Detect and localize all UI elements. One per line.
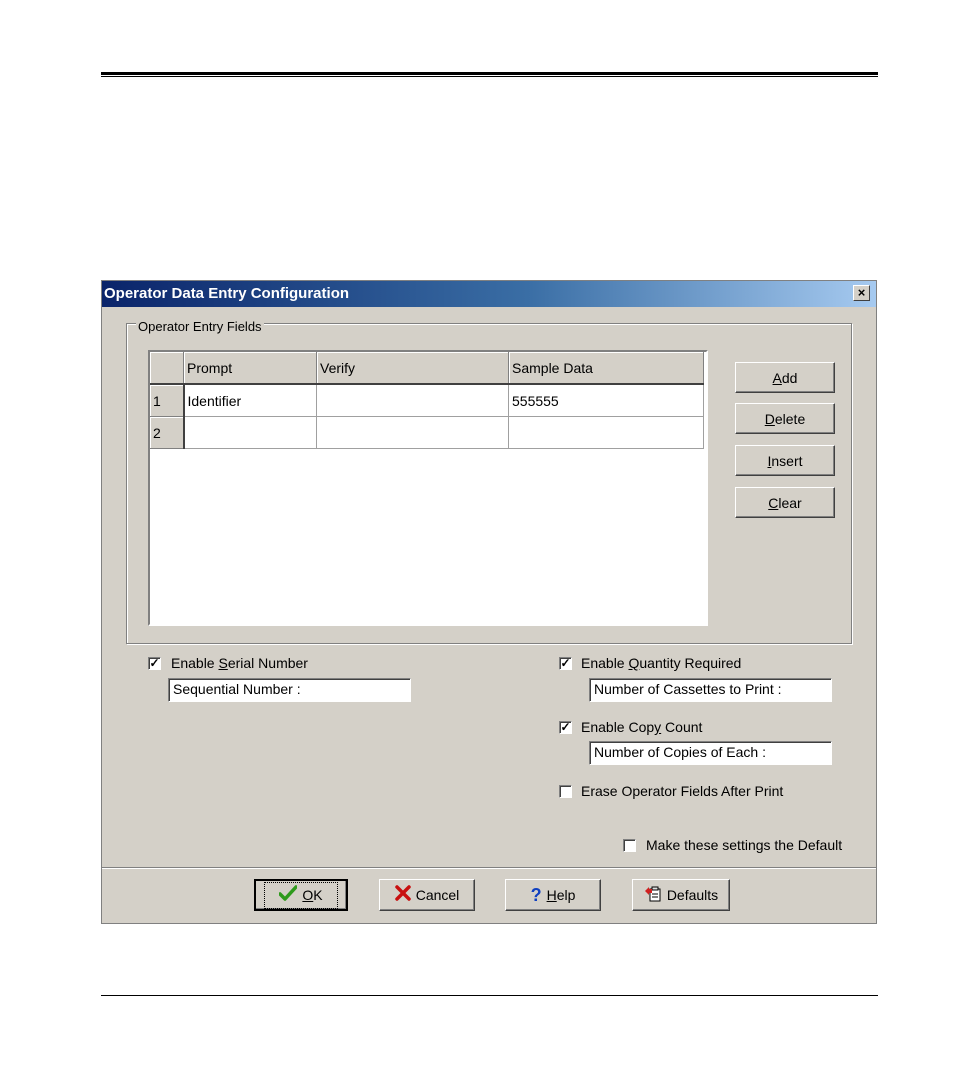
- dialog-title: Operator Data Entry Configuration: [104, 285, 350, 302]
- row-number[interactable]: 2: [150, 417, 184, 449]
- operator-data-entry-dialog: [101, 280, 877, 924]
- cancel-button[interactable]: Cancel: [379, 879, 475, 911]
- x-icon: [395, 885, 411, 906]
- enable-quantity-required-checkbox[interactable]: [559, 657, 572, 670]
- close-button[interactable]: [853, 285, 870, 301]
- column-header-prompt[interactable]: Prompt: [184, 352, 317, 384]
- erase-operator-fields-label[interactable]: Erase Operator Fields After Print: [581, 783, 784, 799]
- sequential-number-field[interactable]: Sequential Number :: [168, 678, 411, 702]
- checkmark-icon: ✓: [560, 720, 571, 734]
- cell-verify[interactable]: [317, 384, 509, 417]
- enable-copy-count-label[interactable]: Enable Copy Count: [581, 719, 703, 735]
- top-rule: [101, 72, 878, 77]
- cell-sample-data[interactable]: [509, 417, 704, 449]
- defaults-icon: [644, 884, 662, 907]
- cell-prompt[interactable]: Identifier: [184, 384, 317, 417]
- cell-verify[interactable]: [317, 417, 509, 449]
- entry-fields-grid[interactable]: [148, 350, 708, 626]
- row-number[interactable]: 1: [150, 384, 184, 417]
- checkmark-icon: ✓: [149, 656, 160, 670]
- table-row[interactable]: [150, 417, 704, 449]
- enable-quantity-required-label[interactable]: Enable Quantity Required: [581, 655, 742, 671]
- copies-of-each-field[interactable]: Number of Copies of Each :: [589, 741, 832, 765]
- close-icon: ×: [857, 285, 866, 300]
- checkmark-icon: ✓: [560, 656, 571, 670]
- column-header-verify[interactable]: Verify: [317, 352, 509, 384]
- grid-header-row: [150, 352, 704, 384]
- make-default-checkbox[interactable]: [623, 839, 636, 852]
- table-row[interactable]: [150, 384, 704, 417]
- defaults-button[interactable]: Defaults: [632, 879, 730, 911]
- cell-sample-data[interactable]: 555555: [509, 384, 704, 417]
- enable-serial-number-checkbox[interactable]: [148, 657, 161, 670]
- title-bar[interactable]: [102, 281, 876, 307]
- add-button[interactable]: A dd: [735, 362, 835, 393]
- column-header-sample-data[interactable]: Sample Data: [509, 352, 704, 384]
- question-icon: ?: [530, 884, 542, 905]
- ok-button[interactable]: O K: [254, 879, 348, 911]
- insert-button[interactable]: I nsert: [735, 445, 835, 476]
- delete-button[interactable]: D elete: [735, 403, 835, 434]
- enable-copy-count-checkbox[interactable]: [559, 721, 572, 734]
- group-label: Operator Entry Fields: [138, 319, 262, 334]
- make-default-label[interactable]: Make these settings the Default: [646, 837, 843, 853]
- grid-corner-cell: [150, 352, 184, 384]
- help-button[interactable]: ? H elp: [505, 879, 601, 911]
- check-icon: [279, 885, 297, 906]
- cell-prompt[interactable]: [184, 417, 317, 449]
- footer-separator: [102, 867, 876, 869]
- erase-operator-fields-checkbox[interactable]: [559, 785, 572, 798]
- cassettes-to-print-field[interactable]: Number of Cassettes to Print :: [589, 678, 832, 702]
- enable-serial-number-label[interactable]: Enable Serial Number: [171, 655, 308, 671]
- clear-button[interactable]: C lear: [735, 487, 835, 518]
- bottom-rule: [101, 995, 878, 996]
